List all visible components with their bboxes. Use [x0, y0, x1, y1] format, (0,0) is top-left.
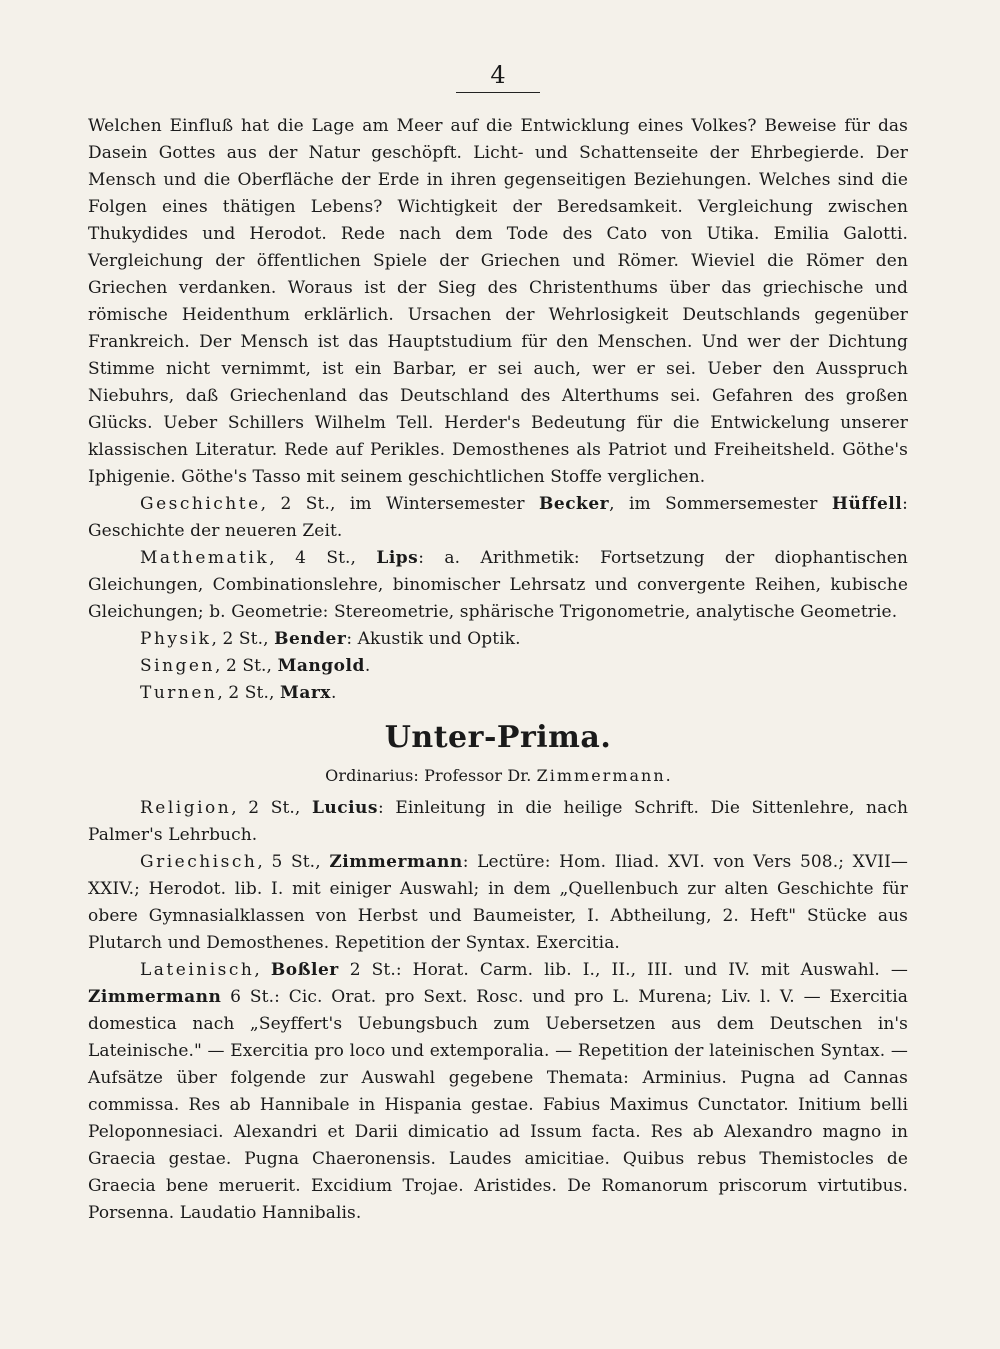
turnen-paragraph [88, 680, 908, 707]
physik-paragraph [88, 626, 908, 653]
subject-religion: Religion [140, 798, 232, 818]
subject-lateinisch: Lateinisch [140, 960, 255, 980]
ordinarius-label: Ordinarius: Professor Dr. [325, 766, 537, 785]
turnen-text: . [330, 683, 337, 703]
griechisch-paragraph [88, 849, 908, 957]
teacher-mangold: Mangold [277, 656, 365, 676]
teacher-lips: Lips [376, 548, 419, 568]
lateinisch-part2: 6 St.: Cic. Orat. pro Sext. Rosc. und pro L. Murena; Liv. l. V. — Exercitia domestica nach „Seyffert's Uebungsbuch zum Uebersetzen aus dem Deutschen in's Lateinische." — Exercitia pro loco und extemporalia. — Repetition der lateinischen Syntax. — Aufsätze über folgende zur Auswahl gegebene Themata: Arminius. Pugna ad Cannas commissa. Res ab Hannibale in Hispania gestae. Fabius Maximus Cunctator. Initium belli Peloponnesiaci. Alexandri et Darii dimicatio ad Issum facta. Res ab Alexandro magno in Graecia gestae. Pugna Chaeronensis. Laudes amicitiae. Quibus rebus Themistocles de Graecia bene meruerit. Excidium Trojae. Aristides. De Romanorum priscorum virtutibus. Porsenna. Laudatio Hannibalis. [88, 987, 908, 1223]
religion-text: : Einleitung in die heilige Schrift. Die Sittenlehre, nach Palmer's Lehrbuch. [88, 798, 908, 845]
teacher-marx: Marx [280, 683, 331, 703]
geschichte-paragraph [88, 491, 908, 545]
singen-hours: , 2 St., [214, 656, 278, 676]
religion-hours: , 2 St., [231, 798, 312, 818]
griechisch-hours: , 5 St., [257, 852, 330, 872]
teacher-zimmermann-latin: Zimmermann [88, 987, 222, 1007]
lateinisch-part1: 2 St.: Horat. Carm. lib. I., II., III. und IV. mit Auswahl. — [338, 960, 908, 980]
essay-topics-paragraph: Welchen Einfluß hat die Lage am Meer auf die Entwicklung eines Volkes? Beweise für das Dasein Gottes aus der Natur geschöpft. Licht- und Schattenseite der Ehrbegierde. Der Mensch und die Oberfläche der Erde in ihren gegenseitigen Beziehungen. Welches sind die Folgen eines thätigen Lebens? Wichtigkeit der Beredsamkeit. Vergleichung zwischen Thukydides und Herodot. Rede nach dem Tode des Cato von Utika. Emilia Galotti. Vergleichung der öffentlichen Spiele der Griechen und Römer. Wieviel die Römer den Griechen verdanken. Woraus ist der Sieg des Christenthums über das griechische und römische Heidenthum erklärlich. Ursachen der Wehrlosigkeit Deutschlands gegenüber Frankreich. Der Mensch ist das Hauptstudium für den Menschen. Und wer der Dichtung Stimme nicht vernimmt, ist ein Barbar, er sei auch, wer er sei. Ueber den Ausspruch Niebuhrs, daß Griechenland das Deutschland des Alterthums sei. Gefahren des großen Glücks. Ueber Schillers Wilhelm Tell. Herder's Bedeutung für die Entwickelung unserer klassischen Literatur. Rede auf Perikles. Demosthenes als Patriot und Freiheitsheld. Göthe's Iphigenie. Göthe's Tasso mit seinem geschichtlichen Stoffe verglichen. [88, 116, 908, 487]
lateinisch-sep: , [254, 960, 271, 980]
griechisch-text: : Lectüre: Hom. Iliad. XVI. von Vers 508.; XVII—XXIV.; Herodot. lib. I. mit einiger Auswahl; in dem „Quellenbuch zur alten Geschichte für obere Gymnasialklassen von Herbst und Baumeister, I. Abtheilung, 2. Heft" Stücke aus Plutarch und Demosthenes. Repetition der Syntax. Exercitia. [88, 852, 908, 953]
geschichte-hours: , 2 St., im Wintersemester [260, 494, 540, 514]
subject-geschichte: Geschichte [140, 494, 261, 514]
teacher-becker: Becker [539, 494, 610, 514]
ordinarius-line [88, 763, 908, 789]
subject-griechisch: Griechisch [140, 852, 258, 872]
mathematik-paragraph [88, 545, 908, 626]
singen-paragraph [88, 653, 908, 680]
subject-physik: Physik [140, 629, 212, 649]
mathematik-text: : a. Arithmetik: Fortsetzung der diophantischen Gleichungen, Combinationslehre, binomischer Lehrsatz und convergente Reihen, kubische Gleichungen; b. Geometrie: Stereometrie, sphärische Trigonometrie, analytische Geometrie. [88, 548, 908, 622]
teacher-lucius: Lucius [311, 798, 378, 818]
teacher-zimmermann: Zimmermann [329, 852, 463, 872]
geschichte-text: : Geschichte der neueren Zeit. [88, 494, 908, 541]
physik-hours: , 2 St., [211, 629, 275, 649]
ordinarius-name: Zimmermann [536, 766, 666, 785]
mathematik-hours: , 4 St., [269, 548, 377, 568]
teacher-hueffell: Hüffell [831, 494, 903, 514]
section-heading-unter-prima: Unter-Prima. [384, 720, 612, 755]
subject-turnen: Turnen [140, 683, 218, 703]
geschichte-mid: , im Sommersemester [609, 494, 832, 514]
religion-paragraph [88, 795, 908, 849]
physik-text: : Akustik und Optik. [346, 629, 521, 649]
ordinarius-end: . [665, 766, 671, 785]
teacher-bossler: Boßler [270, 960, 339, 980]
page-number: 4 [490, 61, 506, 89]
subject-singen: Singen [140, 656, 215, 676]
turnen-hours: , 2 St., [217, 683, 280, 703]
subject-mathematik: Mathematik [140, 548, 270, 568]
teacher-bender: Bender [274, 629, 347, 649]
page-number-rule [456, 92, 540, 93]
singen-text: . [364, 656, 371, 676]
page-content [88, 113, 908, 1227]
lateinisch-paragraph [88, 957, 908, 1227]
